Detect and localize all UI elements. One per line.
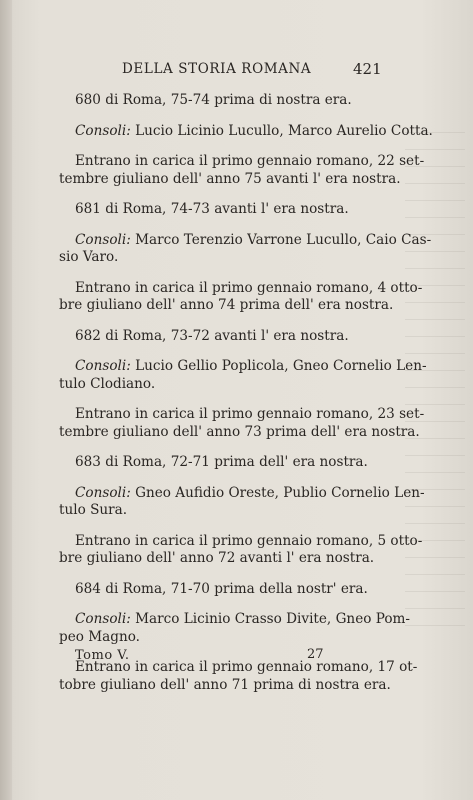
page-gutter	[0, 0, 12, 800]
consoli-line	[59, 484, 425, 503]
carica-line-2: tobre giuliano dell' anno 71 prima di nostra era.	[59, 676, 391, 693]
volume-label: Tomo V.	[75, 648, 130, 663]
carica-paragraph	[59, 279, 423, 315]
consoli-label: Consoli:	[75, 484, 131, 501]
signature-mark: 27	[307, 647, 324, 662]
consoli-line-2: peo Magno.	[59, 628, 140, 645]
consoli-names: Lucio Licinio Lucullo, Marco Aurelio Cotta.	[135, 122, 433, 139]
carica-paragraph	[59, 406, 425, 441]
running-head	[0, 61, 473, 79]
carica-line-1: Entrano in carica il primo gennaio romano, 5 otto-	[75, 532, 423, 549]
consoli-line-2: tulo Sura.	[59, 502, 128, 518]
carica-paragraph	[59, 153, 425, 188]
consoli-names: Marco Terenzio Varrone Lucullo, Caio Cas-	[135, 231, 432, 248]
consoli-line	[59, 358, 427, 376]
year-entry	[59, 201, 432, 315]
year-heading: 684 di Roma, 71-70 prima della nostr' era.	[75, 580, 368, 597]
bleed-through-shadow	[405, 120, 465, 640]
year-heading: 681 di Roma, 74-73 avanti l' era nostra.	[75, 201, 349, 217]
carica-line-1: Entrano in carica il primo gennaio romano, 22 set-	[75, 153, 425, 169]
consoli-names: Marco Licinio Crasso Divite, Gneo Pom-	[135, 611, 411, 627]
consoli-paragraph	[59, 231, 432, 267]
consoli-line-2: tulo Clodiano.	[59, 375, 156, 392]
consoli-line-2: sio Varo.	[59, 249, 119, 265]
carica-line-1: Entrano in carica il primo gennaio romano, 23 set-	[75, 406, 425, 422]
carica-line-2: tembre giuliano dell' anno 75 avanti l' era nostra.	[59, 170, 401, 187]
year-heading: 682 di Roma, 73-72 avanti l' era nostra.	[75, 327, 349, 344]
consoli-label: Consoli:	[75, 122, 131, 139]
page-footer	[0, 648, 473, 666]
year-entry	[59, 327, 427, 442]
carica-line-1: Entrano in carica il primo gennaio romano, 17 ot-	[75, 659, 418, 675]
carica-line-2: bre giuliano dell' anno 74 prima dell' era nostra.	[59, 297, 394, 313]
year-heading: 680 di Roma, 75-74 prima di nostra era.	[75, 92, 352, 108]
consoli-line	[59, 231, 432, 250]
consoli-label: Consoli:	[75, 358, 131, 374]
page-body	[59, 92, 433, 707]
year-entry	[59, 580, 418, 695]
consoli-names: Gneo Aufidio Oreste, Publio Cornelio Len-	[135, 484, 425, 501]
running-head-title: DELLA STORIA ROMANA	[122, 61, 312, 77]
year-entry	[59, 92, 433, 188]
consoli-line	[59, 611, 411, 629]
consoli-paragraph	[59, 611, 411, 646]
carica-line-2: bre giuliano dell' anno 72 avanti l' era nostra.	[59, 550, 375, 566]
consoli-label: Consoli:	[75, 231, 131, 248]
consoli-paragraph	[59, 484, 425, 520]
consoli-names: Lucio Gellio Poplicola, Gneo Cornelio Len-	[135, 358, 427, 374]
year-entry	[59, 454, 425, 568]
year-heading: 683 di Roma, 72-71 prima dell' era nostra.	[75, 454, 368, 470]
carica-line-1: Entrano in carica il primo gennaio romano, 4 otto-	[75, 279, 423, 296]
consoli-paragraph	[59, 122, 433, 141]
page-number: 421	[353, 60, 382, 78]
carica-line-2: tembre giuliano dell' anno 73 prima dell' era nostra.	[59, 423, 420, 440]
consoli-label: Consoli:	[75, 611, 131, 627]
carica-paragraph	[59, 532, 423, 568]
consoli-paragraph	[59, 358, 427, 393]
consoli-line	[59, 122, 433, 141]
